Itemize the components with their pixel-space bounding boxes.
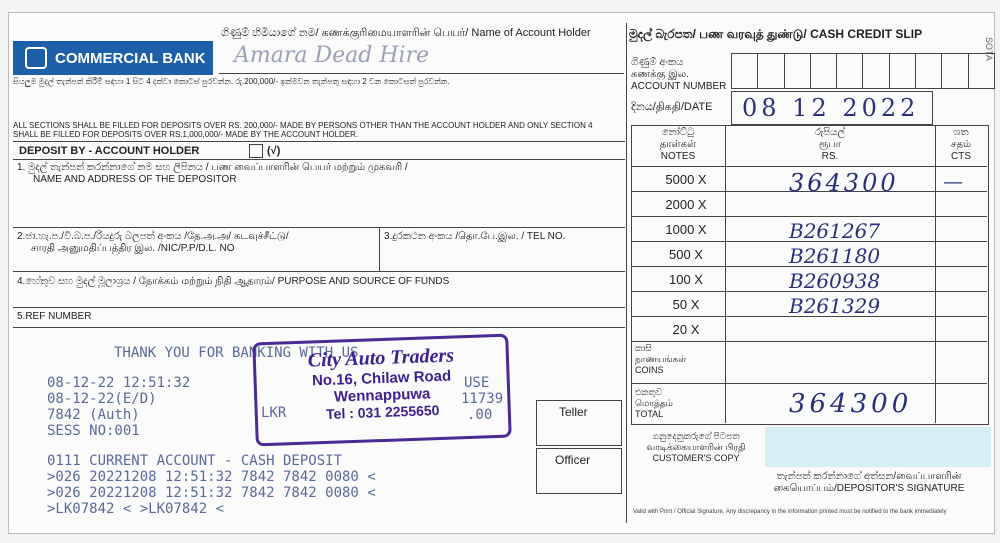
- account-holder-value: Amara Dead Hire: [234, 43, 430, 68]
- amount-50: B261329: [789, 294, 881, 318]
- print-use: USE: [464, 375, 490, 391]
- amount-1000: B261267: [789, 219, 881, 243]
- print-lkr: LKR: [261, 405, 287, 421]
- stamp-road: No.16, Chilaw Road: [311, 367, 452, 390]
- stamp-tel: Tel : 031 2255650: [325, 402, 440, 422]
- section-1-label: 1. මුදල් තැන්පත් කරන්නාගේ නම සහ ලිපිනය / பண வைப்பாளரின் பெயர் மற்றும் முகவரி /: [17, 162, 408, 173]
- deposit-by-label: DEPOSIT BY - ACCOUNT HOLDER: [19, 145, 200, 157]
- section-4-label: 4.හේතුව සහ මුදල් මූලාශ්‍රය / நோக்கம் மற்றும் நிதி ஆதாரம்/ PURPOSE AND SOURCE OF FUNDS: [17, 276, 450, 287]
- denom-1000: 1000 X: [665, 222, 707, 237]
- print-line-2: 08-12-22(E/D): [47, 391, 157, 407]
- print-current-account: 0111 CURRENT ACCOUNT - CASH DEPOSIT: [47, 453, 343, 469]
- print-line-4: SESS NO:001: [47, 423, 140, 439]
- account-holder-label: ගිණුම් හිමියාගේ නම/ கணக்குரிமையாளரின் பெயர்/ Name of Account Holder: [221, 27, 591, 39]
- deposit-by-check: (√): [267, 145, 281, 157]
- total-amount: 364300: [789, 389, 913, 419]
- denom-20: 20 X: [672, 322, 700, 337]
- amount-100: B260938: [789, 269, 881, 293]
- coins-label: කාසි நாணயங்கள் COINS: [635, 343, 687, 375]
- stamp-city: Wennappuwa: [333, 385, 431, 406]
- bank-emblem-icon: [25, 47, 47, 69]
- officer-box[interactable]: [536, 448, 622, 494]
- account-label-si: ගිණුම් අංකය: [631, 57, 684, 68]
- amount-500: B261180: [789, 244, 881, 268]
- teller-box[interactable]: [536, 400, 622, 446]
- signature-label: තැන්පත් කරන්නාගේ අත්සන/வைப்பாளரின் கையொப்பம்/DEPOSITOR'S SIGNATURE: [773, 471, 965, 494]
- denom-50: 50 X: [672, 297, 700, 312]
- denom-500: 500 X: [669, 247, 703, 262]
- cts-5000: —: [943, 169, 963, 193]
- section-2-label: 2.ජා.හැ.ප./වි.බ.ප./රියදුරු බලපත් අංකය /தே.அ.அ/ கடவுச்சீட்டு/: [17, 231, 289, 242]
- print-code-2: >026 20221208 12:51:32 7842 7842 0080 <: [47, 485, 376, 501]
- section-1-label-en: NAME AND ADDRESS OF THE DEPOSITOR: [33, 174, 237, 185]
- notes-header: නෝට්ටු தாள்கள் NOTES: [659, 127, 697, 162]
- account-label-en: ACCOUNT NUMBER: [631, 81, 727, 92]
- rs-header: රුපියල් ரூபா RS.: [815, 127, 845, 162]
- account-label-ta: கணக்கு இல.: [631, 69, 689, 80]
- denom-2000: 2000 X: [665, 197, 707, 212]
- denom-100: 100 X: [669, 272, 703, 287]
- company-stamp: [252, 334, 511, 447]
- print-line-3: 7842 (Auth): [47, 407, 140, 423]
- notice-text-1: සියලුම මුදල් තැන්පත් කිරීම් සඳහා 1 සිට 4 දක්වා කොටස් පුරවන්න. රු.200,000/- ඉක්මවන තැන්පතු සඳහා 2 වන කොටසත් පුරවන්න.: [13, 77, 450, 86]
- side-code: SOTA: [984, 37, 994, 61]
- stamp-company-name: City Auto Traders: [307, 344, 455, 372]
- total-label: එකතුව மொத்தம் TOTAL: [635, 387, 673, 419]
- signature-area[interactable]: [765, 427, 991, 467]
- amount-5000: 364300: [789, 169, 899, 197]
- section-5-label: 5.REF NUMBER: [17, 311, 92, 322]
- denom-5000: 5000 X: [665, 172, 707, 187]
- deposit-by-checkbox[interactable]: [249, 144, 263, 158]
- notice-text-3: SHALL BE FILLED FOR DEPOSITS OVER RS.1,000,000/- MADE BY THE ACCOUNT HOLDER.: [13, 130, 359, 139]
- slip-title: මුදල් බැරපත/ பண வரவுத் துண்டு/ CASH CREDIT SLIP: [629, 27, 923, 41]
- customer-copy-label: ගනුදෙනුකරුගේ පිටපත வாடிக்கையாளரின் பிரதி CUSTOMER'S COPY: [646, 431, 746, 463]
- cts-header: ශත சதம் CTS: [950, 127, 972, 162]
- notice-text-2: ALL SECTIONS SHALL BE FILLED FOR DEPOSITS OVER RS. 200,000/- MADE BY PERSONS OTHER THAN THE ACCOUNT HOLDER AND ONLY SECTION 4: [13, 121, 593, 130]
- bank-name: COMMERCIAL BANK: [55, 49, 206, 67]
- print-code-3: >LK07842 < >LK07842 <: [47, 501, 225, 517]
- section-2-label-en: சாரதி அனுமதிப்பத்திர இல. /NIC/P.P/D.L. NO: [31, 243, 235, 254]
- cash-credit-slip: [8, 12, 995, 534]
- footer-fine-print: Valid with Print / Official Signature. Any discrepancy in the information printed must be notified to the bank immediately: [633, 509, 947, 515]
- date-label: දිනය/திகதி/DATE: [631, 101, 713, 113]
- print-amount-side: 11739: [461, 391, 504, 407]
- print-code-1: >026 20221208 12:51:32 7842 7842 0080 <: [47, 469, 376, 485]
- teller-label: Teller: [559, 405, 588, 419]
- officer-label: Officer: [555, 453, 591, 467]
- date-field[interactable]: [731, 91, 933, 125]
- date-value: 08 12 2022: [742, 94, 920, 122]
- print-thanks: THANK YOU FOR BANKING WITH US: [114, 345, 359, 361]
- print-amount-side-2: .00: [467, 407, 493, 423]
- print-line-1: 08-12-22 12:51:32: [47, 375, 191, 391]
- account-number-field[interactable]: [731, 53, 995, 89]
- section-3-label: 3.දුරකථන අංකය /தொ.பே.இல. / TEL NO.: [384, 231, 566, 242]
- bank-logo: [13, 41, 213, 75]
